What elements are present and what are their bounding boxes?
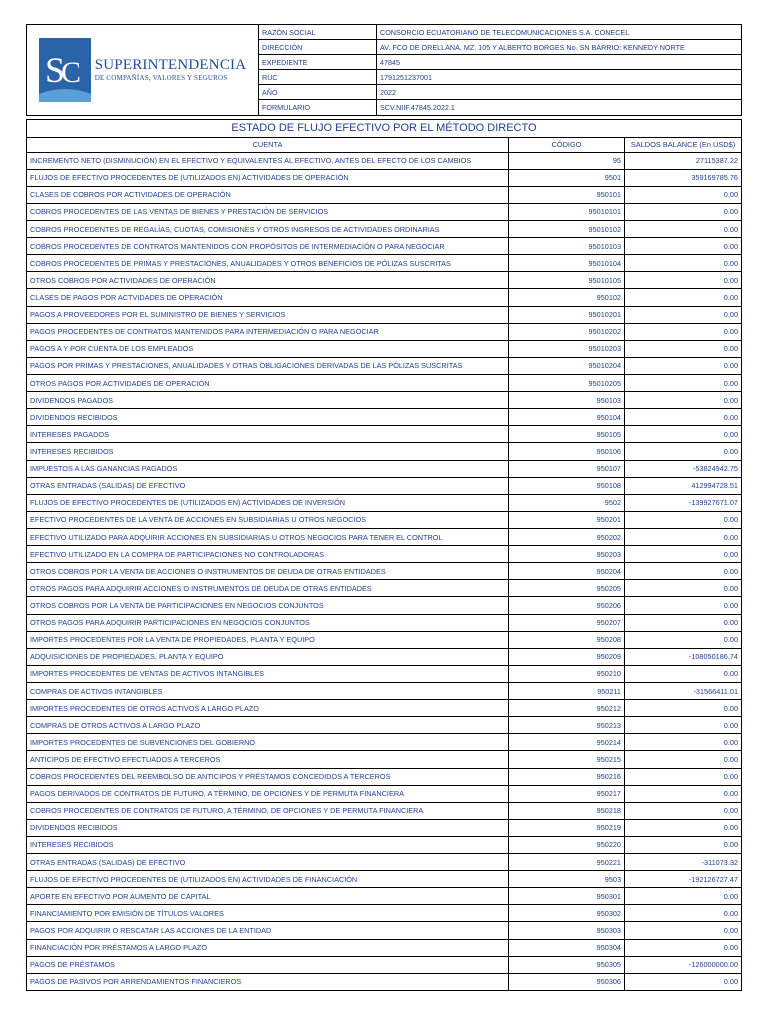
cell-codigo: 950108 <box>509 477 625 494</box>
cell-codigo: 950104 <box>509 409 625 426</box>
cell-saldo: 0.00 <box>625 939 742 956</box>
table-row <box>27 323 742 340</box>
cell-saldo: 0.00 <box>625 238 742 255</box>
cell-codigo: 950213 <box>509 717 625 734</box>
cell-saldo: 0.00 <box>625 511 742 528</box>
cell-cuenta: ADQUISICIONES DE PROPIEDADES, PLANTA Y EQUIPO <box>27 648 509 665</box>
page-title: ESTADO DE FLUJO EFECTIVO POR EL MÉTODO DIRECTO <box>27 119 742 137</box>
cell-cuenta: EFECTIVO UTILIZADO PARA ADQUIRIR ACCIONES EN SUBSIDIARIAS U OTROS NEGOCIOS PARA TENER EL CONTROL <box>27 528 509 545</box>
cell-cuenta: INTERESES RECIBIDOS <box>27 443 509 460</box>
field-value: SCV.NIIF.47845.2022.1 <box>377 100 742 115</box>
cell-saldo: -108050186.74 <box>625 648 742 665</box>
cell-cuenta: EFECTIVO UTILIZADO EN LA COMPRA DE PARTICIPACIONES NO CONTROLADORAS <box>27 546 509 563</box>
cell-saldo: 0.00 <box>625 340 742 357</box>
cell-codigo: 95010103 <box>509 238 625 255</box>
cell-codigo: 950105 <box>509 426 625 443</box>
cash-flow-table <box>26 119 742 991</box>
cell-cuenta: COBROS PROCEDENTES DE LAS VENTAS DE BIENES Y PRESTACIÓN DE SERVICIOS <box>27 203 509 220</box>
cell-cuenta: CLASES DE COBROS POR ACTIVIDADES DE OPERACIÓN <box>27 186 509 203</box>
cell-cuenta: OTROS COBROS POR ACTIVIDADES DE OPERACIÓN <box>27 272 509 289</box>
cell-cuenta: PAGOS POR ADQUIRIR O RESCATAR LAS ACCIONES DE LA ENTIDAD <box>27 922 509 939</box>
cell-cuenta: OTROS COBROS POR LA VENTA DE PARTICIPACIONES EN NEGOCIOS CONJUNTOS <box>27 597 509 614</box>
table-row <box>27 152 742 169</box>
cell-codigo: 950103 <box>509 392 625 409</box>
cell-saldo: 0.00 <box>625 888 742 905</box>
cell-codigo: 95 <box>509 152 625 169</box>
cell-cuenta: PAGOS A Y POR CUENTA DE LOS EMPLEADOS <box>27 340 509 357</box>
field-label: DIRECCIÓN <box>259 40 377 55</box>
cell-saldo: 0.00 <box>625 426 742 443</box>
cell-codigo: 95010204 <box>509 357 625 374</box>
cell-codigo: 950305 <box>509 956 625 973</box>
cell-codigo: 95010105 <box>509 272 625 289</box>
cell-codigo: 950102 <box>509 289 625 306</box>
cell-codigo: 950107 <box>509 460 625 477</box>
field-label: RUC <box>259 70 377 85</box>
cell-codigo: 9501 <box>509 169 625 186</box>
cell-codigo: 950216 <box>509 768 625 785</box>
cell-codigo: 950212 <box>509 700 625 717</box>
cell-codigo: 9502 <box>509 494 625 511</box>
table-row <box>27 905 742 922</box>
cell-saldo: 0.00 <box>625 802 742 819</box>
cell-codigo: 950302 <box>509 905 625 922</box>
cell-codigo: 950306 <box>509 973 625 990</box>
table-row <box>27 357 742 374</box>
cell-saldo: -139927671.07 <box>625 494 742 511</box>
svg-text:C: C <box>60 55 81 89</box>
cell-cuenta: OTROS PAGOS POR ACTIVIDADES DE OPERACIÓN <box>27 374 509 391</box>
table-row <box>27 203 742 220</box>
cell-codigo: 950210 <box>509 665 625 682</box>
logo-text-sub: DE COMPAÑÍAS, VALORES Y SEGUROS <box>94 74 228 83</box>
table-row <box>27 973 742 990</box>
field-label: EXPEDIENTE <box>259 55 377 70</box>
cell-saldo: 0.00 <box>625 597 742 614</box>
cell-cuenta: PAGOS DE PRÉSTAMOS <box>27 956 509 973</box>
cell-saldo: 0.00 <box>625 221 742 238</box>
table-row <box>27 221 742 238</box>
cell-cuenta: IMPUESTOS A LAS GANANCIAS PAGADOS <box>27 460 509 477</box>
cell-codigo: 950209 <box>509 648 625 665</box>
table-row <box>27 238 742 255</box>
cell-codigo: 950207 <box>509 614 625 631</box>
field-label: FORMULARIO <box>259 100 377 115</box>
table-row <box>27 580 742 597</box>
cell-saldo: 0.00 <box>625 631 742 648</box>
cell-codigo: 950204 <box>509 563 625 580</box>
cell-cuenta: FINANCIAMIENTO POR EMISIÓN DE TÍTULOS VALORES <box>27 905 509 922</box>
cell-cuenta: DIVIDENDOS PAGADOS <box>27 392 509 409</box>
cell-codigo: 950211 <box>509 682 625 699</box>
cell-cuenta: OTRAS ENTRADAS (SALIDAS) DE EFECTIVO <box>27 477 509 494</box>
cell-cuenta: DIVIDENDOS RECIBIDOS <box>27 819 509 836</box>
cell-saldo: -31566411.01 <box>625 682 742 699</box>
cell-saldo: 0.00 <box>625 973 742 990</box>
cell-cuenta: FLUJOS DE EFECTIVO PROCEDENTES DE (UTILIZADOS EN) ACTIVIDADES DE OPERACIÓN <box>27 169 509 186</box>
cell-saldo: 0.00 <box>625 785 742 802</box>
cell-cuenta: COMPRAS DE OTROS ACTIVOS A LARGO PLAZO <box>27 717 509 734</box>
cell-saldo: 0.00 <box>625 580 742 597</box>
cell-saldo: 0.00 <box>625 546 742 563</box>
header-table <box>26 24 742 116</box>
cell-codigo: 950219 <box>509 819 625 836</box>
cell-cuenta: ANTICIPOS DE EFECTIVO EFECTUADOS A TERCEROS <box>27 751 509 768</box>
cell-cuenta: INTERESES RECIBIDOS <box>27 836 509 853</box>
cell-codigo: 950221 <box>509 854 625 871</box>
table-row <box>27 255 742 272</box>
table-row <box>27 717 742 734</box>
sc-emblem-icon <box>39 38 91 102</box>
cell-cuenta: FLUJOS DE EFECTIVO PROCEDENTES DE (UTILIZADOS EN) ACTIVIDADES DE FINANCIACIÓN <box>27 871 509 888</box>
cell-codigo: 95010101 <box>509 203 625 220</box>
cell-codigo: 950217 <box>509 785 625 802</box>
logo-text-main: SUPERINTENDENCIA <box>94 57 247 74</box>
field-value: 47845 <box>377 55 742 70</box>
table-row <box>27 682 742 699</box>
table-row <box>27 272 742 289</box>
cell-codigo: 950303 <box>509 922 625 939</box>
cell-saldo: 0.00 <box>625 700 742 717</box>
cell-saldo: 0.00 <box>625 751 742 768</box>
cell-cuenta: COBROS PROCEDENTES DE PRIMAS Y PRESTACIONES, ANUALIDADES Y OTROS BENEFICIOS DE PÓLIZAS SUSCRITAS <box>27 255 509 272</box>
cell-saldo: 0.00 <box>625 768 742 785</box>
cell-saldo: 0.00 <box>625 289 742 306</box>
table-row <box>27 289 742 306</box>
field-value: AV. FCO DE ORELLANA, MZ. 105 Y ALBERTO BORGES No. SN BARRIO: KENNEDY NORTE <box>377 40 742 55</box>
table-row <box>27 392 742 409</box>
cell-saldo: -126000000.00 <box>625 956 742 973</box>
column-header-saldo: SALDOS BALANCE (En USD$) <box>625 137 742 152</box>
cell-saldo: 0.00 <box>625 819 742 836</box>
cell-codigo: 95010102 <box>509 221 625 238</box>
table-row <box>27 665 742 682</box>
table-row <box>27 871 742 888</box>
cell-cuenta: OTRAS ENTRADAS (SALIDAS) DE EFECTIVO <box>27 854 509 871</box>
cell-cuenta: FLUJOS DE EFECTIVO PROCEDENTES DE (UTILIZADOS EN) ACTIVIDADES DE INVERSIÓN <box>27 494 509 511</box>
cell-cuenta: FINANCIACIÓN POR PRÉSTAMOS A LARGO PLAZO <box>27 939 509 956</box>
cell-codigo: 950208 <box>509 631 625 648</box>
table-row <box>27 888 742 905</box>
cell-cuenta: PAGOS A PROVEEDORES POR EL SUMINISTRO DE BIENES Y SERVICIOS <box>27 306 509 323</box>
cell-saldo: 0.00 <box>625 665 742 682</box>
cell-cuenta: OTROS PAGOS PARA ADQUIRIR PARTICIPACIONES EN NEGOCIOS CONJUNTOS <box>27 614 509 631</box>
cell-codigo: 950304 <box>509 939 625 956</box>
cell-codigo: 950201 <box>509 511 625 528</box>
cell-cuenta: OTROS COBROS POR LA VENTA DE ACCIONES O INSTRUMENTOS DE DEUDA DE OTRAS ENTIDADES <box>27 563 509 580</box>
cell-cuenta: DIVIDENDOS RECIBIDOS <box>27 409 509 426</box>
cell-saldo: -53824942.75 <box>625 460 742 477</box>
cell-cuenta: IMPORTES PROCEDENTES DE VENTAS DE ACTIVOS INTANGIBLES <box>27 665 509 682</box>
cell-cuenta: COBROS PROCEDENTES DE CONTRATOS MANTENIDOS CON PROPÓSITOS DE INTERMEDIACIÓN O PARA NEGOCIAR <box>27 238 509 255</box>
cell-cuenta: IMPORTES PROCEDENTES POR LA VENTA DE PROPIEDADES, PLANTA Y EQUIPO <box>27 631 509 648</box>
cell-cuenta: PAGOS PROCEDENTES DE CONTRATOS MANTENIDOS PARA INTERMEDIACIÓN O PARA NEGOCIAR <box>27 323 509 340</box>
cell-saldo: 0.00 <box>625 306 742 323</box>
field-value: CONSORCIO ECUATORIANO DE TELECOMUNICACIONES S.A. CONECEL <box>377 25 742 40</box>
cell-saldo: -311073.32 <box>625 854 742 871</box>
cell-cuenta: COMPRAS DE ACTIVOS INTANGIBLES <box>27 682 509 699</box>
cell-saldo: 0.00 <box>625 357 742 374</box>
table-row <box>27 751 742 768</box>
cell-codigo: 95010203 <box>509 340 625 357</box>
table-row <box>27 631 742 648</box>
cell-saldo: 0.00 <box>625 614 742 631</box>
table-row <box>27 648 742 665</box>
cell-saldo: 0.00 <box>625 528 742 545</box>
field-value: 1791251237001 <box>377 70 742 85</box>
cell-cuenta: APORTE EN EFECTIVO POR AUMENTO DE CAPITAL <box>27 888 509 905</box>
cell-codigo: 95010205 <box>509 374 625 391</box>
table-row <box>27 836 742 853</box>
table-row <box>27 854 742 871</box>
field-value: 2022 <box>377 85 742 100</box>
column-header-codigo: CÓDIGO <box>509 137 625 152</box>
cell-codigo: 950202 <box>509 528 625 545</box>
table-row <box>27 409 742 426</box>
cell-saldo: 0.00 <box>625 323 742 340</box>
cell-saldo: 0.00 <box>625 734 742 751</box>
table-row <box>27 528 742 545</box>
cell-cuenta: OTROS PAGOS PARA ADQUIRIR ACCIONES O INSTRUMENTOS DE DEUDA DE OTRAS ENTIDADES <box>27 580 509 597</box>
cell-codigo: 950206 <box>509 597 625 614</box>
column-header-cuenta: CUENTA <box>27 137 509 152</box>
cell-cuenta: EFECTIVO PROCEDENTES DE LA VENTA DE ACCIONES EN SUBSIDIARIAS U OTROS NEGOCIOS <box>27 511 509 528</box>
table-row <box>27 819 742 836</box>
table-row <box>27 460 742 477</box>
cell-saldo: 0.00 <box>625 905 742 922</box>
cell-cuenta: PAGOS POR PRIMAS Y PRESTACIONES, ANUALIDADES Y OTRAS OBLIGACIONES DERIVADAS DE LAS PÓLIZAS SUSCRITAS <box>27 357 509 374</box>
document-frame <box>26 24 742 991</box>
cell-codigo: 950101 <box>509 186 625 203</box>
table-row <box>27 426 742 443</box>
cell-saldo: 0.00 <box>625 563 742 580</box>
table-row <box>27 374 742 391</box>
cell-saldo: 0.00 <box>625 374 742 391</box>
logo <box>27 25 259 116</box>
table-row <box>27 802 742 819</box>
table-row <box>27 186 742 203</box>
table-row <box>27 563 742 580</box>
cell-saldo: 0.00 <box>625 443 742 460</box>
table-row <box>27 169 742 186</box>
table-row <box>27 443 742 460</box>
cell-saldo: 0.00 <box>625 922 742 939</box>
cell-saldo: 0.00 <box>625 272 742 289</box>
table-row <box>27 768 742 785</box>
cell-saldo: 27115387.22 <box>625 152 742 169</box>
field-label: RAZÓN SOCIAL <box>259 25 377 40</box>
table-row <box>27 511 742 528</box>
table-row <box>27 939 742 956</box>
cell-cuenta: COBROS PROCEDENTES DEL REEMBOLSO DE ANTICIPOS Y PRÉSTAMOS CONCEDIDOS A TERCEROS <box>27 768 509 785</box>
cell-codigo: 950106 <box>509 443 625 460</box>
cell-codigo: 95010104 <box>509 255 625 272</box>
table-row <box>27 477 742 494</box>
table-row <box>27 614 742 631</box>
cell-cuenta: COBROS PROCEDENTES DE REGALÍAS, CUOTAS, COMISIONES Y OTROS INGRESOS DE ACTIVIDADES ORDINARIAS <box>27 221 509 238</box>
cell-cuenta: IMPORTES PROCEDENTES DE OTROS ACTIVOS A LARGO PLAZO <box>27 700 509 717</box>
table-row <box>27 956 742 973</box>
cell-cuenta: CLASES DE PAGOS POR ACTVIDADES DE OPERACIÓN <box>27 289 509 306</box>
cell-cuenta: PAGOS DERIVADOS DE CONTRATOS DE FUTURO, A TÉRMINO, DE OPCIONES Y DE PERMUTA FINANCIERA <box>27 785 509 802</box>
cell-saldo: 359169785.76 <box>625 169 742 186</box>
table-row <box>27 922 742 939</box>
table-row <box>27 546 742 563</box>
cell-saldo: 412994728.51 <box>625 477 742 494</box>
cell-cuenta: PAGOS DE PASIVOS POR ARRENDAMIENTOS FINANCIEROS <box>27 973 509 990</box>
table-row <box>27 734 742 751</box>
cell-cuenta: INTERESES PAGADOS <box>27 426 509 443</box>
table-row <box>27 306 742 323</box>
cell-codigo: 950220 <box>509 836 625 853</box>
table-row <box>27 494 742 511</box>
cell-cuenta: INCREMENTO NETO (DISMINUCIÓN) EN EL EFECTIVO Y EQUIVALENTES AL EFECTIVO, ANTES DEL EFECTO DE LOS CAMBIOS <box>27 152 509 169</box>
cell-saldo: -192126727.47 <box>625 871 742 888</box>
cell-saldo: 0.00 <box>625 836 742 853</box>
cell-saldo: 0.00 <box>625 392 742 409</box>
cell-cuenta: IMPORTES PROCEDENTES DE SUBVENCIONES DEL GOBIERNO <box>27 734 509 751</box>
cell-cuenta: COBROS PROCEDENTES DE CONTRATOS DE FUTURO, A TÉRMINO, DE OPCIONES Y DE PERMUTA FINANCIERA <box>27 802 509 819</box>
cell-codigo: 950301 <box>509 888 625 905</box>
cell-codigo: 950215 <box>509 751 625 768</box>
cell-saldo: 0.00 <box>625 717 742 734</box>
svg-text:S: S <box>44 49 65 90</box>
cell-codigo: 9503 <box>509 871 625 888</box>
field-label: AÑO <box>259 85 377 100</box>
table-row <box>27 700 742 717</box>
table-row <box>27 785 742 802</box>
table-row <box>27 340 742 357</box>
cell-codigo: 950205 <box>509 580 625 597</box>
cell-saldo: 0.00 <box>625 255 742 272</box>
cell-codigo: 950203 <box>509 546 625 563</box>
cell-codigo: 950218 <box>509 802 625 819</box>
cell-saldo: 0.00 <box>625 409 742 426</box>
cell-saldo: 0.00 <box>625 186 742 203</box>
table-row <box>27 597 742 614</box>
cell-codigo: 950214 <box>509 734 625 751</box>
cell-codigo: 95010201 <box>509 306 625 323</box>
cell-saldo: 0.00 <box>625 203 742 220</box>
cell-codigo: 95010202 <box>509 323 625 340</box>
